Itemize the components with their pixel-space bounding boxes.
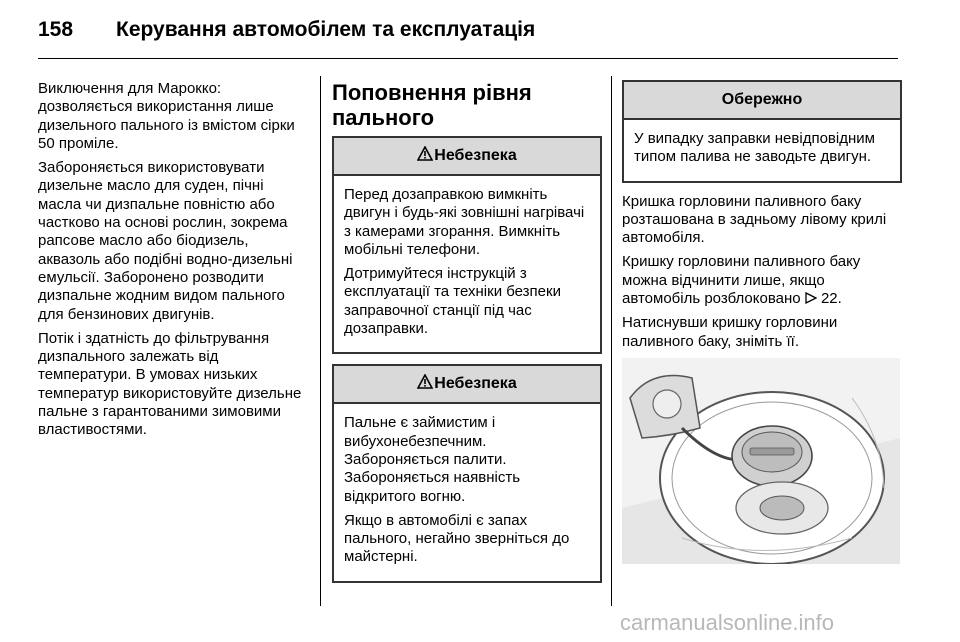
- paragraph-cap-location: Кришка горловини паливного баку розташована в задньому лівому крилі автомобіля.: [622, 192, 887, 247]
- chapter-title: Керування автомобілем та експлуатація: [116, 18, 536, 41]
- warning-box-header: [334, 138, 600, 176]
- column-2: [332, 80, 602, 593]
- column-1: [38, 80, 310, 446]
- warning-text: Якщо в автомобілі є запах пального, негайно зверніться до майстерні.: [344, 511, 570, 566]
- warning-text: Перед дозаправкою вимкніть двигун і будь-які зовнішні нагрівачі з камерами згорання. Вимкніть мобільні телефони.: [344, 186, 585, 258]
- warning-box-header: [334, 366, 600, 404]
- paragraph-morocco: Виключення для Марокко: дозволяється використання лише дизельного пального із вмістом сірки 50 проміле.: [38, 80, 295, 152]
- warning-text: Дотримуйтеся інструкцій з експлуатації та техніки безпеки заправочної станції під час дозаправки.: [344, 265, 561, 338]
- warning-triangle-icon: [417, 374, 433, 389]
- warning-box-1: [332, 136, 602, 354]
- fuel-cap-illustration: [622, 358, 900, 564]
- page-header: [38, 14, 535, 46]
- fuel-cap-drawing: [622, 358, 900, 564]
- paragraph-temperature: Потік і здатність до фільтрування дизпального залежать від температури. В умовах низьких температур використовуйте дизельне пальне з гарантованими зимовими властивостями.: [38, 329, 302, 439]
- column-3: [622, 80, 902, 357]
- paragraph-cap-remove: Натиснувши кришку горловини паливного баку, зніміть її.: [622, 314, 838, 350]
- page-reference[interactable]: 22.: [820, 290, 842, 308]
- warning-triangle-icon: [417, 146, 433, 161]
- header-rule: [38, 58, 898, 59]
- paragraph-cap-unlock: Кришку горловини паливного баку можна відчинити лише, якщо автомобіль розблоковано 22.: [622, 253, 861, 308]
- caution-text: У випадку заправки невідповідним типом палива не заводьте двигун.: [634, 130, 875, 166]
- column-divider-2: [611, 76, 612, 606]
- section-title: Поповнення рівня пального: [332, 80, 532, 130]
- paragraph-forbidden-fuels: Забороняється використовувати дизельне масло для суден, пічні масла чи дизпальне повністю або частково на основі рослин, зокрема рапсове масло або біодизель, аквазоль або подібні водно-дизельні емульсії. Заборонено розводити дизпальне жодним видом пального для бензинових двигунів.: [38, 159, 293, 323]
- reference-arrow-icon: [805, 292, 817, 304]
- column-divider-1: [320, 76, 321, 606]
- warning-title: Небезпека: [434, 147, 517, 164]
- caution-box-header: Обережно: [624, 82, 900, 120]
- page-number: 158: [38, 18, 74, 41]
- warning-text: Пальне є займистим і вибухонебезпечним. Забороняється палити. Забороняється наявність відкритого вогню.: [344, 414, 521, 505]
- caution-box: [622, 80, 902, 183]
- warning-box-2: [332, 364, 602, 582]
- warning-title: Небезпека: [434, 375, 517, 393]
- watermark: carmanualsonline.info: [620, 610, 835, 635]
